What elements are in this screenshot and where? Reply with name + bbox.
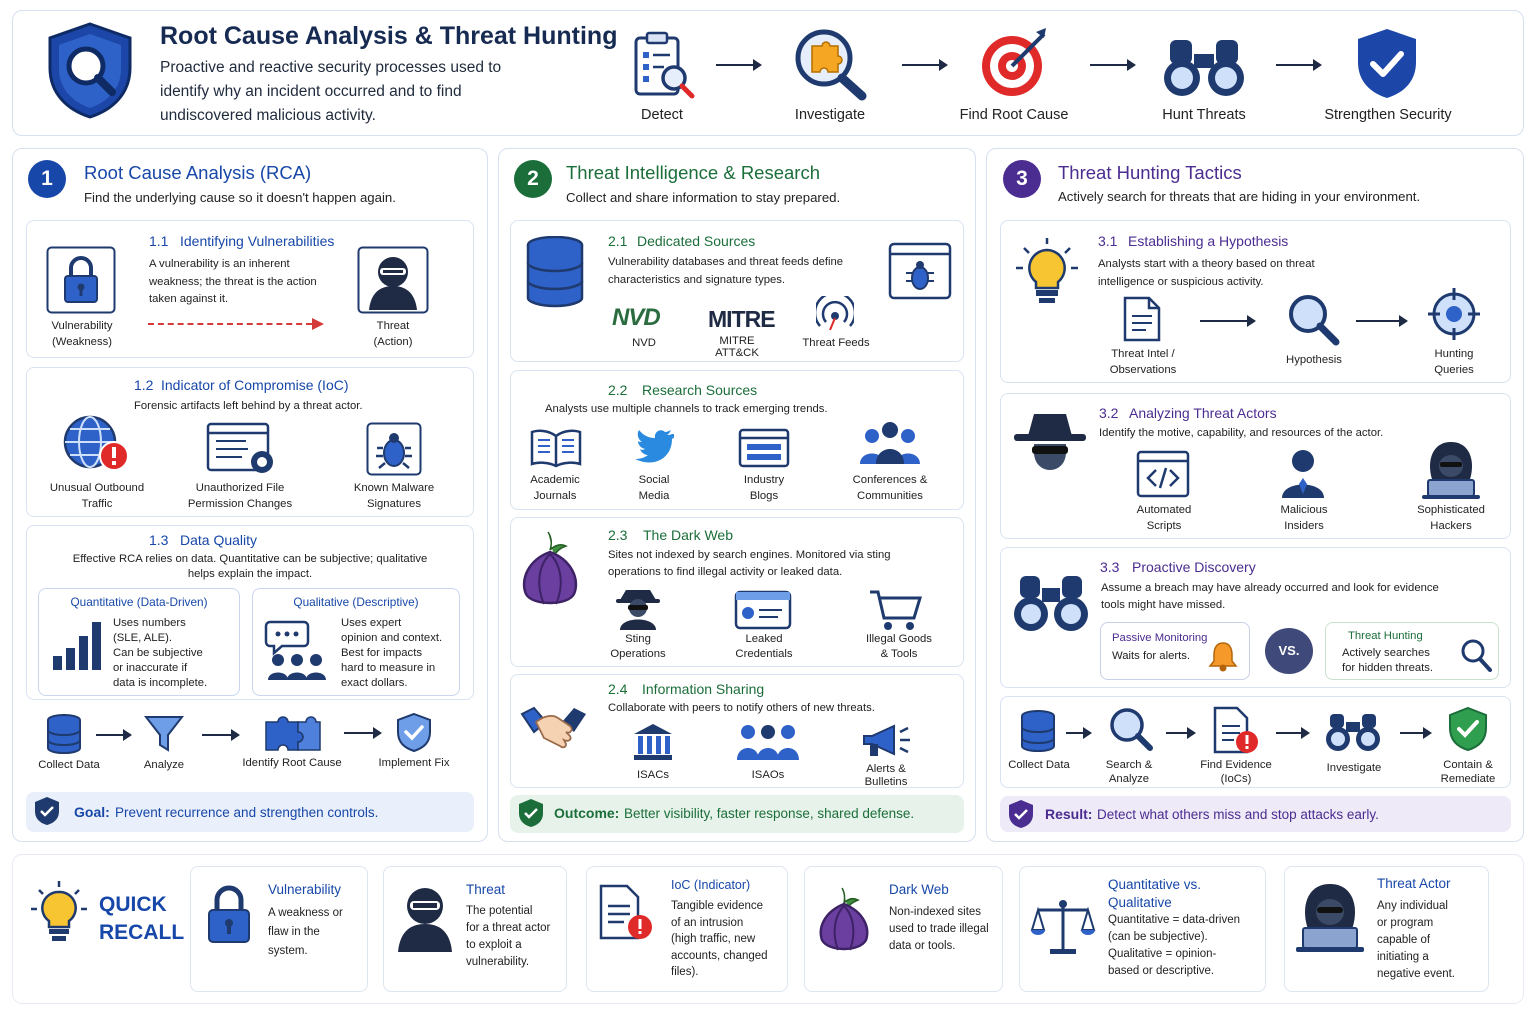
s24-title: Information Sharing [642, 681, 765, 697]
recall-title-1: QUICK [99, 893, 167, 916]
research-item-3: Industry Blogs [743, 474, 785, 502]
recall-onion-icon [816, 886, 872, 954]
recall-card-title: IoC (Indicator) [671, 878, 751, 892]
mitre-label: MITRE ATT&CK [715, 335, 759, 359]
dark-web-item-3: Illegal Goods & Tools [866, 633, 932, 660]
result-shield-icon [1008, 799, 1034, 829]
hunt-desc: Actively searches for hidden threats. [1342, 647, 1434, 674]
result-text: Detect what others miss and stop attacks early. [1097, 807, 1379, 822]
globe-alert-icon [62, 414, 132, 474]
recall-threat-icon [394, 884, 456, 952]
goal-label: Goal: [74, 804, 110, 820]
puzzle-search-icon [790, 26, 870, 102]
rca-title: Root Cause Analysis (RCA) [84, 162, 312, 183]
sharing-item-3: Alerts & Bulletins [864, 763, 908, 788]
s13-desc: Effective RCA relies on data. Quantitative can be subjective; qualitative helps explain the impact. [72, 553, 428, 580]
s21-title: Dedicated Sources [637, 233, 756, 249]
nvd-logo: NVD [612, 304, 660, 331]
s11-title: Identifying Vulnerabilities [180, 233, 335, 249]
outcome-shield-icon [518, 798, 544, 828]
ioc-item-1: Unusual Outbound Traffic [49, 482, 145, 510]
vulnerability-label: Vulnerability (Weakness) [51, 320, 113, 348]
step-strengthen-label: Strengthen Security [1324, 107, 1452, 123]
th-title: Threat Hunting Tactics [1058, 162, 1242, 183]
bird-icon [634, 428, 674, 464]
shield-check-small-icon [396, 712, 432, 752]
rca-flow-3: Identify Root Cause [242, 757, 342, 769]
binoculars-small-icon [1324, 712, 1382, 752]
goal-shield-icon [34, 796, 60, 826]
s23-title: The Dark Web [643, 527, 733, 543]
bug-icon [366, 422, 422, 476]
step-root-cause-label: Find Root Cause [959, 107, 1069, 123]
document-alert-icon [1212, 706, 1260, 756]
step-arrow [902, 64, 946, 66]
hunt-flow-1: Collect Data [1008, 759, 1070, 771]
hunt-flow-3: Find Evidence (IoCs) [1200, 759, 1272, 785]
recall-lightbulb-icon [30, 880, 88, 944]
quantitative-desc: Uses numbers (SLE, ALE). Can be subjective or inaccurate if data is incomplete. [113, 617, 208, 689]
page-description: Proactive and reactive security processes used to identify why an incident occurred and to find undiscovered malicious activity. [160, 59, 502, 124]
result-label: Result: [1045, 806, 1093, 822]
recall-card-title: Dark Web [889, 882, 949, 897]
step-arrow [716, 64, 760, 66]
crosshair-icon [1426, 286, 1482, 342]
search-icon [1460, 638, 1492, 672]
recall-card-desc: Tangible evidence of an intrusion (high traffic, new accounts, changed files). [671, 900, 768, 978]
flow-arrow [96, 734, 130, 736]
s13-title: Data Quality [180, 532, 258, 548]
nvd-label: NVD [632, 337, 656, 349]
section-number-3: 3 [1003, 160, 1041, 198]
s24-desc: Collaborate with peers to notify others of new threats. [608, 702, 875, 714]
threat-label: Threat (Action) [373, 320, 413, 348]
s33-number: 3.3 [1100, 559, 1120, 575]
puzzle-icon [262, 714, 322, 752]
dashed-attack-line [148, 323, 312, 325]
s31-number: 3.1 [1098, 233, 1118, 249]
rca-flow-1: Collect Data [38, 759, 100, 771]
database-large-icon [526, 236, 584, 308]
rca-flow-2: Analyze [143, 759, 185, 771]
goal-text: Prevent recurrence and strengthen controls. [115, 805, 379, 820]
quantitative-title: Quantitative (Data-Driven) [70, 595, 208, 609]
shield-check-green-icon [1448, 706, 1488, 752]
shield-search-icon [44, 20, 136, 120]
s33-title: Proactive Discovery [1132, 559, 1256, 575]
s12-number: 1.2 [134, 377, 154, 393]
s31-desc: Analysts start with a theory based on threat intelligence or suspicious activity. [1098, 258, 1315, 288]
section-number-2: 2 [514, 160, 552, 198]
outcome-text: Better visibility, faster response, shared defense. [624, 806, 915, 821]
database-icon [46, 714, 82, 754]
community-icon [858, 420, 922, 466]
dashed-arrow-head [312, 318, 324, 330]
recall-title-2: RECALL [99, 921, 185, 944]
s11-number: 1.1 [149, 233, 169, 249]
bell-icon [1208, 640, 1238, 672]
clipboard-search-icon [630, 30, 698, 102]
browser-bug-icon [888, 242, 952, 300]
s24-number: 2.4 [608, 681, 628, 697]
shopping-cart-icon [868, 588, 924, 632]
flow-arrow [202, 734, 238, 736]
recall-hacker-icon [1294, 882, 1366, 954]
hypothesis-flow-1: Threat Intel / Observations [1109, 348, 1177, 376]
lightbulb-icon [1014, 236, 1080, 306]
people-discussion-icon [264, 618, 330, 680]
recall-card-desc: The potential for a threat actor to exploit a vulnerability. [466, 905, 551, 968]
recall-card-desc: Non-indexed sites used to trade illegal data or tools. [889, 906, 989, 952]
document-icon [1122, 296, 1162, 342]
recall-card-desc: A weakness or flaw in the system. [268, 907, 343, 957]
s32-title: Analyzing Threat Actors [1129, 405, 1277, 421]
vs-badge: VS. [1265, 628, 1313, 674]
s21-number: 2.1 [608, 233, 628, 249]
group-icon [736, 722, 800, 762]
actor-item-2: Malicious Insiders [1280, 504, 1328, 532]
person-icon [1278, 448, 1328, 498]
file-gear-icon [206, 422, 278, 476]
hunt-flow-2: Search & Analyze [1105, 759, 1153, 785]
step-arrow [1276, 64, 1320, 66]
credentials-card-icon [734, 590, 792, 630]
flow-arrow [1356, 320, 1406, 322]
bar-chart-icon [50, 618, 104, 672]
padlock-icon [46, 246, 116, 314]
recall-card-title: Vulnerability [268, 882, 342, 897]
section-number-1: 1 [28, 160, 66, 198]
s23-desc: Sites not indexed by search engines. Monitored via sting operations to find illegal activity or leaked data. [608, 549, 891, 578]
s33-desc: Assume a breach may have already occurred and look for evidence tools might have missed. [1101, 582, 1439, 611]
recall-document-alert-icon [598, 884, 654, 942]
qualitative-title: Qualitative (Descriptive) [293, 595, 419, 609]
dark-web-item-1: Sting Operations [610, 633, 666, 660]
flow-arrow [1276, 732, 1308, 734]
hacker-laptop-icon [1420, 440, 1482, 500]
search-icon [1108, 706, 1154, 752]
s31-title: Establishing a Hypothesis [1128, 233, 1289, 249]
recall-card-title: Threat [466, 882, 506, 897]
institution-icon [632, 722, 674, 762]
recall-card-desc: Any individual or program capable of initiating a negative event. [1377, 900, 1456, 980]
flow-arrow [1166, 732, 1194, 734]
s22-title: Research Sources [642, 382, 758, 398]
qualitative-desc: Uses expert opinion and context. Best for impacts hard to measure in exact dollars. [341, 617, 443, 689]
s12-desc: Forensic artifacts left behind by a threat actor. [134, 400, 363, 412]
s22-desc: Analysts use multiple channels to track emerging trends. [545, 403, 828, 415]
blog-icon [738, 428, 790, 468]
flow-arrow [1200, 320, 1254, 322]
book-icon [530, 428, 582, 468]
dark-web-item-2: Leaked Credentials [735, 633, 793, 660]
step-hunt-label: Hunt Threats [1162, 107, 1246, 123]
rca-flow-4: Implement Fix [378, 757, 450, 769]
s23-number: 2.3 [608, 527, 628, 543]
onion-icon [518, 530, 582, 610]
magnifier-icon [1286, 294, 1342, 346]
passive-title: Passive Monitoring [1112, 632, 1208, 644]
research-item-1: Academic Journals [530, 474, 580, 502]
ti-subtitle: Collect and share information to stay prepared. [566, 190, 841, 205]
hunt-flow-4: Investigate [1326, 762, 1382, 774]
step-investigate-label: Investigate [794, 107, 866, 123]
research-item-4: Conferences & Communities [852, 474, 928, 502]
funnel-icon [144, 714, 184, 754]
page-title: Root Cause Analysis & Threat Hunting [160, 22, 618, 50]
step-detect-label: Detect [641, 107, 683, 123]
feed-broadcast-icon [816, 296, 854, 330]
sharing-item-1: ISACs [636, 769, 669, 781]
ioc-item-2: Unauthorized File Permission Changes [187, 482, 293, 510]
flow-arrow [1400, 732, 1430, 734]
hunt-flow-5: Contain & Remediate [1440, 759, 1496, 785]
recall-padlock-icon [206, 884, 252, 944]
sharing-item-2: ISAOs [751, 769, 785, 781]
shield-check-icon [1354, 26, 1420, 100]
outcome-label: Outcome: [554, 805, 620, 821]
hypothesis-flow-2: Hypothesis [1286, 354, 1342, 366]
actor-item-3: Sophisticated Hackers [1417, 504, 1485, 532]
database-icon [1020, 710, 1056, 752]
recall-card-title: Quantitative vs. Qualitative [1108, 877, 1202, 910]
target-icon [978, 26, 1054, 100]
step-arrow [1090, 64, 1134, 66]
s13-number: 1.3 [149, 532, 169, 548]
s11-desc: A vulnerability is an inherent weakness; the threat is the action taken against it. [149, 258, 317, 305]
actor-item-1: Automated Scripts [1136, 504, 1192, 532]
handshake-icon [520, 702, 588, 752]
code-window-icon [1136, 450, 1190, 498]
binoculars-icon [1160, 36, 1248, 98]
recall-card-title: Threat Actor [1377, 876, 1451, 891]
mitre-logo: MITRE [708, 306, 775, 332]
scales-icon [1030, 898, 1096, 956]
passive-desc: Waits for alerts. [1112, 650, 1191, 662]
hypothesis-flow-3: Hunting Queries [1434, 348, 1474, 376]
rca-subtitle: Find the underlying cause so it doesn't happen again. [84, 190, 396, 205]
hooded-threat-icon [357, 246, 429, 314]
ioc-item-3: Known Malware Signatures [353, 482, 435, 510]
threat-feeds-label: Threat Feeds [802, 337, 870, 349]
s21-desc: Vulnerability databases and threat feeds define characteristics and signature types. [608, 256, 844, 286]
hunt-title: Threat Hunting [1348, 630, 1423, 642]
s22-number: 2.2 [608, 382, 628, 398]
th-subtitle: Actively search for threats that are hiding in your environment. [1058, 189, 1421, 204]
binoculars-large-icon [1012, 572, 1090, 634]
s32-desc: Identify the motive, capability, and resources of the actor. [1099, 427, 1384, 439]
recall-card-desc: Quantitative = data-driven (can be subjective). Qualitative = opinion- based or descriptive. [1108, 914, 1241, 977]
hat-spy-icon [1012, 408, 1088, 476]
research-item-2: Social Media [638, 474, 670, 502]
megaphone-icon [860, 722, 912, 760]
s32-number: 3.2 [1099, 405, 1119, 421]
spy-icon [614, 586, 662, 630]
ti-title: Threat Intelligence & Research [566, 162, 820, 183]
flow-arrow [1066, 732, 1090, 734]
s12-title: Indicator of Compromise (IoC) [161, 377, 349, 393]
flow-arrow [344, 732, 380, 734]
